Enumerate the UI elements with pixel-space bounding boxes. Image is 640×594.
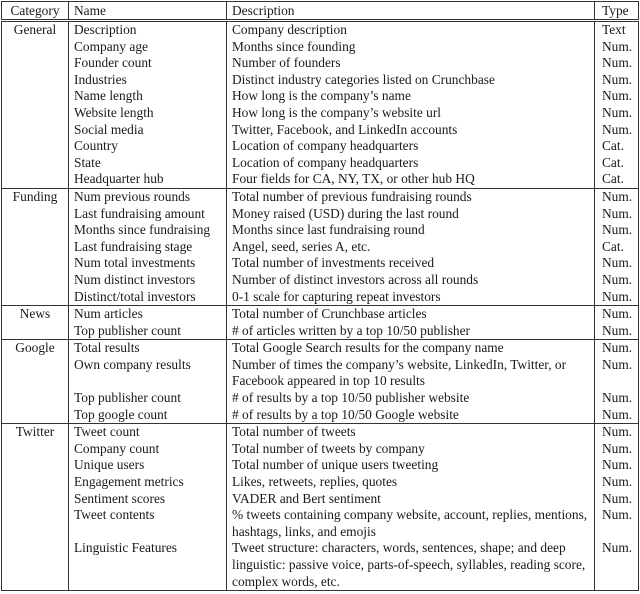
name-cell: Sentiment scores bbox=[69, 491, 227, 508]
category-cell bbox=[2, 105, 69, 122]
table-row bbox=[2, 188, 639, 205]
table-row bbox=[2, 357, 639, 390]
type-cell: Num. bbox=[595, 206, 639, 223]
category-cell bbox=[2, 55, 69, 72]
table-row bbox=[2, 239, 639, 256]
table-row bbox=[2, 105, 639, 122]
name-cell: Last fundraising stage bbox=[69, 239, 227, 256]
type-cell: Num. bbox=[595, 222, 639, 239]
type-cell: Num. bbox=[595, 457, 639, 474]
name-cell: Tweet contents bbox=[69, 507, 227, 540]
type-cell: Num. bbox=[595, 540, 639, 590]
type-cell: Num. bbox=[595, 474, 639, 491]
category-cell bbox=[2, 72, 69, 89]
name-cell: Top publisher count bbox=[69, 323, 227, 340]
name-cell: Country bbox=[69, 138, 227, 155]
category-cell bbox=[2, 171, 69, 188]
name-cell: Linguistic Features bbox=[69, 540, 227, 590]
type-cell: Text bbox=[595, 21, 639, 39]
name-cell: Headquarter hub bbox=[69, 171, 227, 188]
table-row bbox=[2, 507, 639, 540]
description-cell: Number of founders bbox=[227, 55, 595, 72]
table-row bbox=[2, 171, 639, 188]
name-cell: Num distinct investors bbox=[69, 272, 227, 289]
table-row bbox=[2, 457, 639, 474]
description-cell: Total number of investments received bbox=[227, 255, 595, 272]
type-cell: Cat. bbox=[595, 155, 639, 172]
category-group-news bbox=[2, 306, 639, 340]
name-cell: Num articles bbox=[69, 306, 227, 323]
description-cell: # of results by a top 10/50 Google website bbox=[227, 407, 595, 424]
name-cell: Last fundraising amount bbox=[69, 206, 227, 223]
category-cell bbox=[2, 138, 69, 155]
table-row bbox=[2, 306, 639, 323]
type-cell: Num. bbox=[595, 390, 639, 407]
table-row bbox=[2, 39, 639, 56]
category-cell: Google bbox=[2, 340, 69, 357]
category-cell bbox=[2, 357, 69, 390]
name-cell: Founder count bbox=[69, 55, 227, 72]
category-cell bbox=[2, 491, 69, 508]
type-cell: Num. bbox=[595, 255, 639, 272]
category-cell: Twitter bbox=[2, 424, 69, 441]
type-cell: Num. bbox=[595, 357, 639, 390]
type-cell: Num. bbox=[595, 306, 639, 323]
type-cell: Num. bbox=[595, 55, 639, 72]
header-type: Type bbox=[595, 2, 639, 21]
table-row bbox=[2, 424, 639, 441]
category-cell bbox=[2, 239, 69, 256]
table-row bbox=[2, 72, 639, 89]
table-row bbox=[2, 407, 639, 424]
name-cell: Own company results bbox=[69, 357, 227, 390]
type-cell: Num. bbox=[595, 88, 639, 105]
type-cell: Num. bbox=[595, 424, 639, 441]
description-cell: # of articles written by a top 10/50 publisher bbox=[227, 323, 595, 340]
type-cell: Num. bbox=[595, 105, 639, 122]
description-cell: Angel, seed, series A, etc. bbox=[227, 239, 595, 256]
type-cell: Cat. bbox=[595, 239, 639, 256]
name-cell: Distinct/total investors bbox=[69, 289, 227, 306]
header-category: Category bbox=[2, 2, 69, 21]
name-cell: State bbox=[69, 155, 227, 172]
type-cell: Cat. bbox=[595, 138, 639, 155]
table-row bbox=[2, 21, 639, 39]
category-group-general bbox=[2, 21, 639, 189]
description-cell: Money raised (USD) during the last round bbox=[227, 206, 595, 223]
category-cell bbox=[2, 390, 69, 407]
category-cell bbox=[2, 255, 69, 272]
name-cell: Tweet count bbox=[69, 424, 227, 441]
table-row bbox=[2, 222, 639, 239]
category-cell bbox=[2, 474, 69, 491]
name-cell: Top google count bbox=[69, 407, 227, 424]
category-cell bbox=[2, 88, 69, 105]
type-cell: Num. bbox=[595, 272, 639, 289]
name-cell: Unique users bbox=[69, 457, 227, 474]
table-row bbox=[2, 138, 639, 155]
name-cell: Company age bbox=[69, 39, 227, 56]
type-cell: Num. bbox=[595, 39, 639, 56]
table-row bbox=[2, 255, 639, 272]
type-cell: Num. bbox=[595, 289, 639, 306]
description-cell: Months since last fundraising round bbox=[227, 222, 595, 239]
header-name: Name bbox=[69, 2, 227, 21]
name-cell: Name length bbox=[69, 88, 227, 105]
description-cell: Location of company headquarters bbox=[227, 138, 595, 155]
category-group-funding bbox=[2, 188, 639, 305]
description-cell: Total number of unique users tweeting bbox=[227, 457, 595, 474]
table-row bbox=[2, 122, 639, 139]
description-cell: Likes, retweets, replies, quotes bbox=[227, 474, 595, 491]
table-row bbox=[2, 540, 639, 590]
category-cell bbox=[2, 407, 69, 424]
table-row bbox=[2, 323, 639, 340]
type-cell: Num. bbox=[595, 340, 639, 357]
type-cell: Num. bbox=[595, 188, 639, 205]
table-header bbox=[2, 2, 639, 21]
description-cell: Company description bbox=[227, 21, 595, 39]
type-cell: Num. bbox=[595, 72, 639, 89]
header-row bbox=[2, 2, 639, 21]
name-cell: Company count bbox=[69, 441, 227, 458]
description-cell: Tweet structure: characters, words, sentences, shape; and deep linguistic: passive voice, parts-of-speech, syllables, reading score, complex words, etc. bbox=[227, 540, 595, 590]
header-description: Description bbox=[227, 2, 595, 21]
description-cell: Total number of tweets by company bbox=[227, 441, 595, 458]
description-cell: Twitter, Facebook, and LinkedIn accounts bbox=[227, 122, 595, 139]
table-row bbox=[2, 88, 639, 105]
description-cell: 0-1 scale for capturing repeat investors bbox=[227, 289, 595, 306]
category-cell bbox=[2, 323, 69, 340]
category-group-twitter bbox=[2, 424, 639, 591]
name-cell: Engagement metrics bbox=[69, 474, 227, 491]
category-cell bbox=[2, 441, 69, 458]
category-cell bbox=[2, 155, 69, 172]
table-row bbox=[2, 441, 639, 458]
description-cell: How long is the company’s website url bbox=[227, 105, 595, 122]
description-cell: Total Google Search results for the company name bbox=[227, 340, 595, 357]
table-row bbox=[2, 474, 639, 491]
type-cell: Num. bbox=[595, 122, 639, 139]
name-cell: Num previous rounds bbox=[69, 188, 227, 205]
name-cell: Num total investments bbox=[69, 255, 227, 272]
description-cell: VADER and Bert sentiment bbox=[227, 491, 595, 508]
type-cell: Num. bbox=[595, 441, 639, 458]
name-cell: Months since fundraising bbox=[69, 222, 227, 239]
category-cell: Funding bbox=[2, 188, 69, 205]
category-group-google bbox=[2, 340, 639, 424]
name-cell: Top publisher count bbox=[69, 390, 227, 407]
description-cell: Total number of tweets bbox=[227, 424, 595, 441]
feature-table bbox=[1, 1, 639, 591]
category-cell bbox=[2, 507, 69, 540]
description-cell: How long is the company’s name bbox=[227, 88, 595, 105]
name-cell: Total results bbox=[69, 340, 227, 357]
category-cell bbox=[2, 272, 69, 289]
table-row bbox=[2, 340, 639, 357]
category-cell: News bbox=[2, 306, 69, 323]
type-cell: Num. bbox=[595, 507, 639, 540]
table-row bbox=[2, 272, 639, 289]
category-cell bbox=[2, 289, 69, 306]
description-cell: Number of distinct investors across all rounds bbox=[227, 272, 595, 289]
category-cell bbox=[2, 222, 69, 239]
type-cell: Num. bbox=[595, 323, 639, 340]
type-cell: Num. bbox=[595, 491, 639, 508]
name-cell: Industries bbox=[69, 72, 227, 89]
table-row bbox=[2, 155, 639, 172]
description-cell: Distinct industry categories listed on Crunchbase bbox=[227, 72, 595, 89]
table-row bbox=[2, 289, 639, 306]
description-cell: Location of company headquarters bbox=[227, 155, 595, 172]
description-cell: % tweets containing company website, account, replies, mentions, hashtags, links, and emojis bbox=[227, 507, 595, 540]
description-cell: Number of times the company’s website, LinkedIn, Twitter, or Facebook appeared in top 10 results bbox=[227, 357, 595, 390]
type-cell: Cat. bbox=[595, 171, 639, 188]
category-cell bbox=[2, 457, 69, 474]
category-cell bbox=[2, 540, 69, 590]
table-row bbox=[2, 55, 639, 72]
category-cell: General bbox=[2, 21, 69, 39]
category-cell bbox=[2, 122, 69, 139]
description-cell: Total number of previous fundraising rounds bbox=[227, 188, 595, 205]
description-cell: # of results by a top 10/50 publisher website bbox=[227, 390, 595, 407]
category-cell bbox=[2, 206, 69, 223]
name-cell: Website length bbox=[69, 105, 227, 122]
name-cell: Description bbox=[69, 21, 227, 39]
category-cell bbox=[2, 39, 69, 56]
table-row bbox=[2, 390, 639, 407]
name-cell: Social media bbox=[69, 122, 227, 139]
description-cell: Months since founding bbox=[227, 39, 595, 56]
description-cell: Total number of Crunchbase articles bbox=[227, 306, 595, 323]
table-row bbox=[2, 491, 639, 508]
description-cell: Four fields for CA, NY, TX, or other hub HQ bbox=[227, 171, 595, 188]
type-cell: Num. bbox=[595, 407, 639, 424]
table-row bbox=[2, 206, 639, 223]
